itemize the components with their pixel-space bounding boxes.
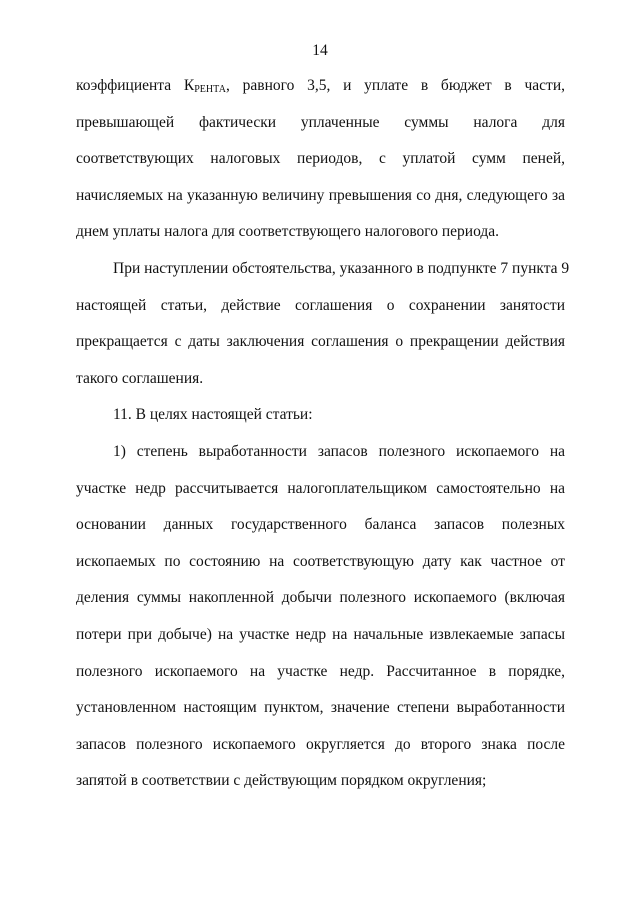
text-line: участке недр рассчитывается налогоплательщиком самостоятельно на bbox=[76, 479, 565, 497]
text-line: превышающей фактически уплаченные суммы налога для bbox=[76, 113, 565, 131]
text-line: соответствующих налоговых периодов, с уплатой сумм пеней, bbox=[76, 150, 565, 168]
text-line: 11. В целях настоящей статьи: bbox=[113, 406, 313, 424]
text-line: При наступлении обстоятельства, указанного в подпункте 7 пункта 9 bbox=[113, 259, 570, 277]
text-line: установленном настоящим пунктом, значение степени выработанности bbox=[76, 699, 565, 717]
text-line: запасов полезного ископаемого округляется до второго знака после bbox=[76, 735, 565, 753]
text-line: днем уплаты налога для соответствующего налогового периода. bbox=[76, 223, 500, 241]
subscript-renta: РЕНТА bbox=[194, 84, 226, 95]
text-line: такого соглашения. bbox=[76, 369, 204, 387]
text-line: настоящей статьи, действие соглашения о сохранении занятости bbox=[76, 296, 565, 314]
text-line: потери при добыче) на участке недр на начальные извлекаемые запасы bbox=[76, 625, 565, 643]
text-line: 1) степень выработанности запасов полезного ископаемого на bbox=[113, 442, 565, 460]
text-line: полезного ископаемого на участке недр. Рассчитанное в порядке, bbox=[76, 662, 565, 680]
body-text bbox=[76, 74, 570, 806]
text-line: прекращается с даты заключения соглашения о прекращении действия bbox=[76, 333, 565, 351]
text-line: коэффициента $К_{РЕНТА}$, равного 3,5, и уплате в бюджет в части, bbox=[76, 77, 566, 95]
text-line: деления суммы накопленной добычи полезного ископаемого (включая bbox=[76, 589, 565, 607]
page-number: 14 bbox=[312, 42, 328, 59]
text-line: запятой в соответствии с действующим порядком округления; bbox=[76, 772, 487, 790]
text-line: основании данных государственного баланса запасов полезных bbox=[76, 516, 565, 534]
text-line: начисляемых на указанную величину превышения со дня, следующего за bbox=[76, 186, 565, 204]
text-line: ископаемых по состоянию на соответствующую дату как частное от bbox=[76, 552, 565, 570]
